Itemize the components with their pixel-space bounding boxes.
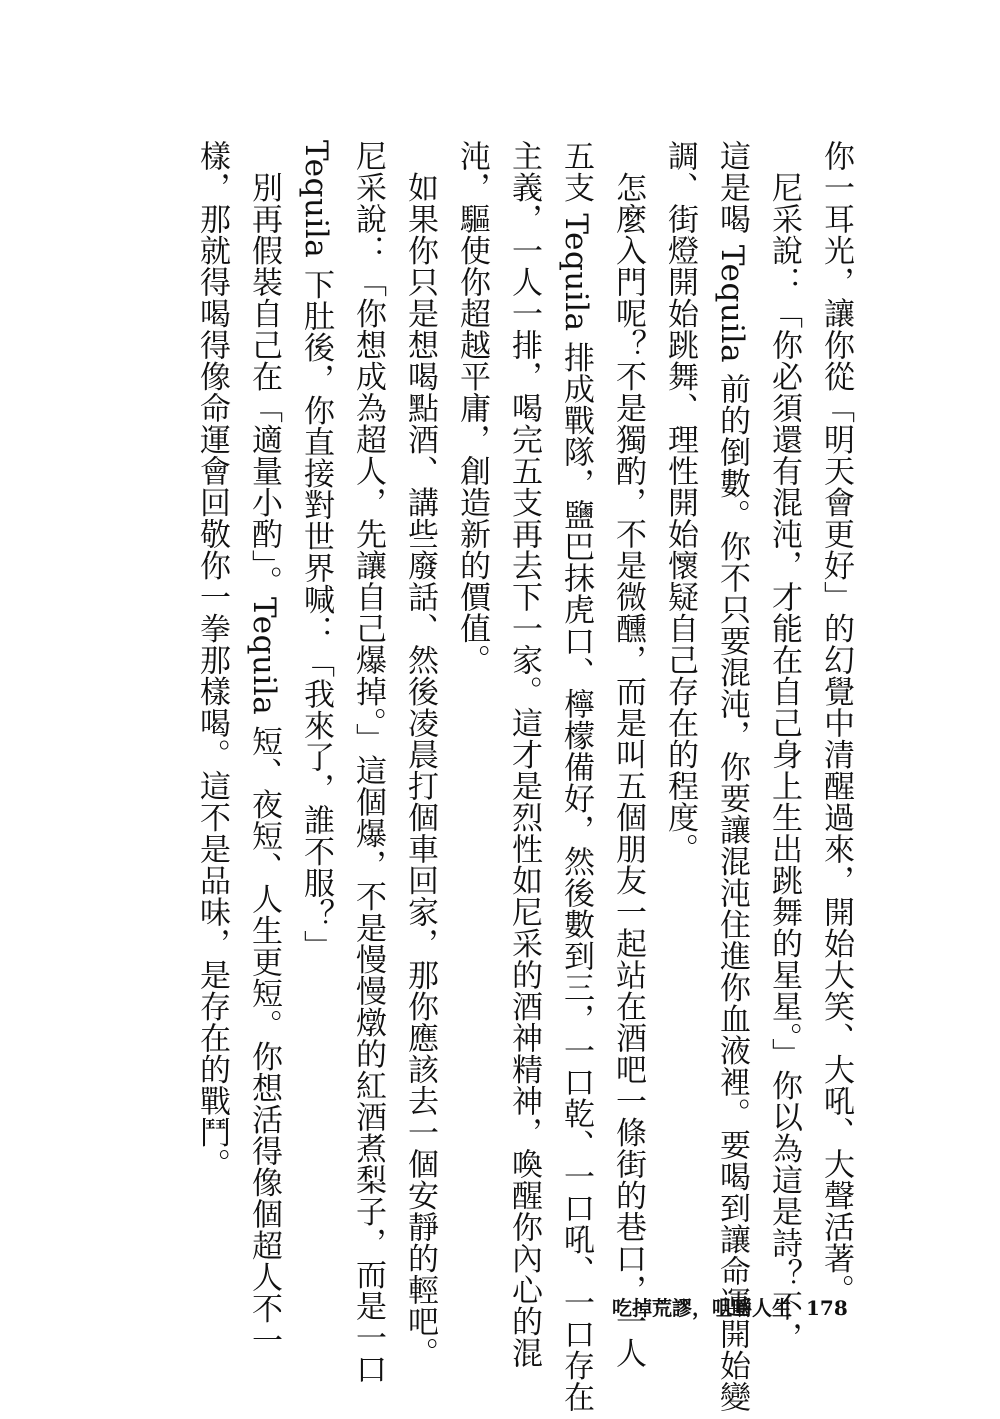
text-column-8: 沌，驅使你超越平庸，創造新的價值。: [454, 140, 490, 676]
text-column-2: 尼采說：「你必須還有混沌，才能在自己身上生出跳舞的星星。」你以為這是詩？不，: [766, 140, 802, 1353]
text-column-9: 如果你只是想喝點酒、講些廢話、然後凌晨打個車回家，那你應該去一個安靜的輕吧。: [402, 140, 438, 1369]
text-column-1: 你一耳光，讓你從「明天會更好」的幻覺中清醒過來，開始大笑、大吼、大聲活著。: [818, 140, 854, 1306]
text-column-10: 尼采說：「你想成為超人，先讓自己爆掉。」這個爆，不是慢慢燉的紅酒煮梨子，而是一口: [350, 140, 386, 1385]
text-column-5: 怎麼入門呢？不是獨酌，不是微醺，而是叫五個朋友一起站在酒吧一條街的巷口，一人: [610, 140, 646, 1369]
page-number: 178: [806, 1296, 848, 1320]
text-column-7: 主義，一人一排，喝完五支再去下一家。這才是烈性如尼采的酒神精神，喚醒你內心的混: [506, 140, 542, 1369]
text-column-6: 五支 Tequila 排成戰隊，鹽巴抹虎口、檸檬備好，然後數到三，一口乾、一口吼、一口存在: [558, 140, 594, 1413]
running-title: 吃掉荒謬，咀嚼人生: [612, 1296, 792, 1320]
text-column-11: Tequila 下肚後，你直接對世界喊：「我來了，誰不服？」: [298, 140, 334, 962]
page-footer: [612, 1292, 848, 1321]
text-column-12: 別再假裝自己在「適量小酌」。Tequila 短、夜短、人生更短。你想活得像個超人不一: [246, 140, 282, 1356]
text-column-4: 調、街燈開始跳舞、理性開始懷疑自己存在的程度。: [662, 140, 698, 865]
text-column-13: 樣，那就得喝得像命運會回敬你一拳那樣喝。這不是品味，是存在的戰鬥。: [194, 140, 230, 1180]
text-column-3: 這是喝 Tequila 前的倒數。你不只要混沌，你要讓混沌住進你血液裡。要喝到讓命運開始變: [714, 140, 750, 1413]
